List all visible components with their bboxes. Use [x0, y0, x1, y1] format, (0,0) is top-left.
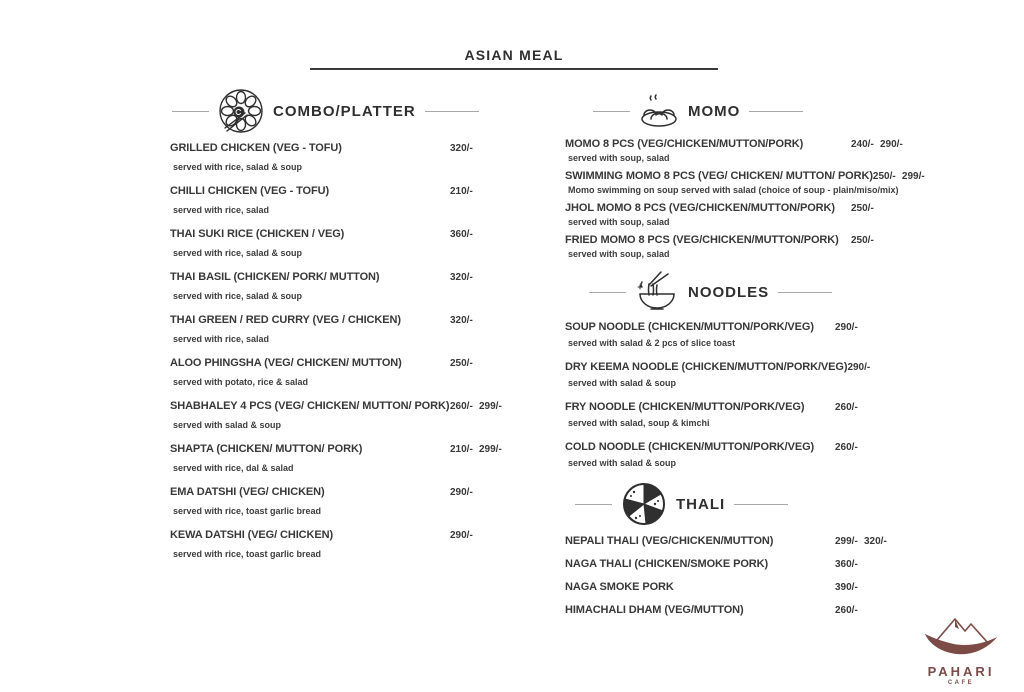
item-price-2: 320/- [864, 536, 887, 547]
item-price: 250/- [851, 235, 874, 246]
item-name: SHABHALEY 4 PCS (VEG/ CHICKEN/ MUTTON/ PORK) [170, 400, 450, 412]
item-price: 260/- [835, 605, 858, 616]
item-price: 210/- [450, 186, 473, 197]
section-header-thali [565, 481, 975, 527]
restaurant-logo [918, 613, 1004, 686]
menu-item [170, 486, 550, 516]
right-column [565, 94, 975, 627]
item-description: served with potato, rice & salad [173, 377, 309, 387]
noodles-icon [635, 271, 679, 313]
item-name: SWIMMING MOMO 8 PCS (VEG/ CHICKEN/ MUTTON/ PORK) [565, 170, 873, 182]
item-price-2: 299/- [479, 444, 502, 455]
item-name: EMA DATSHI (VEG/ CHICKEN) [170, 486, 325, 498]
platter-icon [218, 88, 264, 134]
item-price: 360/- [835, 559, 858, 570]
section-combo-platter [170, 88, 550, 572]
mountain-logo-icon [918, 613, 1004, 663]
item-name: HIMACHALI DHAM (VEG/MUTTON) [565, 604, 744, 616]
item-description: served with rice, salad [173, 334, 270, 344]
item-price: 290/- [847, 362, 871, 373]
item-description: served with rice, salad & soup [173, 162, 303, 172]
section-title: THALI [676, 495, 726, 513]
divider-line [778, 292, 832, 293]
menu-item [170, 357, 550, 387]
item-name: COLD NOODLE (CHICKEN/MUTTON/PORK/VEG) [565, 441, 815, 453]
item-price: 290/- [835, 322, 858, 333]
title-underline [310, 68, 718, 70]
menu-item [170, 185, 550, 215]
item-price: 320/- [450, 315, 473, 326]
item-price: 260/- [450, 401, 473, 412]
item-price: 290/- [450, 530, 473, 541]
menu-item [170, 443, 550, 473]
logo-name: PAHARI [927, 664, 995, 679]
item-price-2: 290/- [880, 139, 903, 150]
item-name: FRY NOODLE (CHICKEN/MUTTON/PORK/VEG) [565, 401, 805, 413]
divider-line [575, 504, 612, 505]
divider-line [593, 111, 630, 112]
item-price: 320/- [450, 143, 473, 154]
item-name: THAI BASIL (CHICKEN/ PORK/ MUTTON) [170, 271, 380, 283]
item-description: served with soup, salad [568, 249, 670, 259]
section-header-momo [565, 94, 975, 128]
item-name: GRILLED CHICKEN (VEG - TOFU) [170, 142, 342, 154]
section-title: MOMO [688, 102, 741, 120]
item-description: Momo swimming on soup served with salad (choice of soup - plain/miso/mix) [568, 185, 899, 195]
menu-item [170, 228, 550, 258]
menu-item [565, 170, 975, 195]
item-price-2: 299/- [479, 401, 502, 412]
item-name: KEWA DATSHI (VEG/ CHICKEN) [170, 529, 334, 541]
item-description: served with salad & 2 pcs of slice toast [568, 338, 736, 348]
item-name: CHILLI CHICKEN (VEG - TOFU) [170, 185, 330, 197]
item-name: JHOL MOMO 8 PCS (VEG/CHICKEN/MUTTON/PORK) [565, 202, 835, 214]
item-price: 210/- [450, 444, 473, 455]
item-description: served with rice, salad [173, 205, 270, 215]
section-noodles [565, 271, 975, 468]
menu-item [565, 202, 975, 227]
divider-line [589, 292, 626, 293]
menu-item [170, 271, 550, 301]
item-price: 290/- [450, 487, 473, 498]
item-description: served with rice, toast garlic bread [173, 549, 322, 559]
menu-item [565, 401, 975, 428]
section-thali [565, 481, 975, 616]
section-momo [565, 94, 975, 259]
menu-item [565, 321, 975, 348]
section-header-combo-platter [170, 88, 550, 134]
menu-item [565, 138, 975, 163]
thali-icon [621, 481, 667, 527]
item-description: served with rice, salad & soup [173, 291, 303, 301]
item-price-2: 299/- [901, 171, 925, 182]
item-price: 299/- [835, 536, 858, 547]
menu-item [565, 604, 975, 616]
page-title: ASIAN MEAL [464, 47, 564, 63]
item-name: ALOO PHINGSHA (VEG/ CHICKEN/ MUTTON) [170, 357, 402, 369]
item-price: 250/- [450, 358, 473, 369]
item-name: NAGA THALI (CHICKEN/SMOKE PORK) [565, 558, 769, 570]
item-description: served with soup, salad [568, 153, 670, 163]
item-name: SOUP NOODLE (CHICKEN/MUTTON/PORK/VEG) [565, 321, 814, 333]
item-description: served with salad & soup [568, 458, 677, 468]
menu-item [170, 400, 550, 430]
item-price: 260/- [835, 442, 858, 453]
item-description: served with rice, toast garlic bread [173, 506, 322, 516]
menu-item [565, 441, 975, 468]
section-title: COMBO/PLATTER [273, 102, 416, 120]
item-description: served with rice, dal & salad [173, 463, 294, 473]
item-description: served with rice, salad & soup [173, 248, 303, 258]
menu-item [170, 529, 550, 559]
divider-line [734, 504, 788, 505]
divider-line [425, 111, 479, 112]
item-name: FRIED MOMO 8 PCS (VEG/CHICKEN/MUTTON/PORK) [565, 234, 839, 246]
item-price: 240/- [851, 139, 874, 150]
item-price: 360/- [450, 229, 473, 240]
divider-line [749, 111, 803, 112]
item-price: 250/- [851, 203, 874, 214]
section-header-noodles [565, 271, 975, 313]
menu-item [565, 558, 975, 570]
item-price: 250/- [872, 171, 896, 182]
menu-item [565, 535, 975, 547]
momo-icon [639, 94, 679, 128]
menu-item [565, 361, 975, 388]
menu-item [565, 581, 975, 593]
item-price: 390/- [835, 582, 858, 593]
item-price: 320/- [450, 272, 473, 283]
item-name: NAGA SMOKE PORK [565, 581, 674, 593]
item-description: served with soup, salad [568, 217, 670, 227]
item-name: NEPALI THALI (VEG/CHICKEN/MUTTON) [565, 535, 774, 547]
menu-item [170, 314, 550, 344]
item-name: SHAPTA (CHICKEN/ MUTTON/ PORK) [170, 443, 363, 455]
item-name: THAI GREEN / RED CURRY (VEG / CHICKEN) [170, 314, 401, 326]
item-name: MOMO 8 PCS (VEG/CHICKEN/MUTTON/PORK) [565, 138, 804, 150]
logo-subtitle: CAFE [947, 680, 975, 686]
section-title: NOODLES [688, 283, 770, 301]
item-price: 260/- [835, 402, 858, 413]
menu-item [565, 234, 975, 259]
item-description: served with salad & soup [568, 378, 677, 388]
item-name: THAI SUKI RICE (CHICKEN / VEG) [170, 228, 345, 240]
item-description: served with salad & soup [173, 420, 282, 430]
divider-line [172, 111, 209, 112]
menu-item [170, 142, 550, 172]
item-description: served with salad, soup & kimchi [568, 418, 710, 428]
item-name: DRY KEEMA NOODLE (CHICKEN/MUTTON/PORK/VEG) [565, 361, 848, 373]
